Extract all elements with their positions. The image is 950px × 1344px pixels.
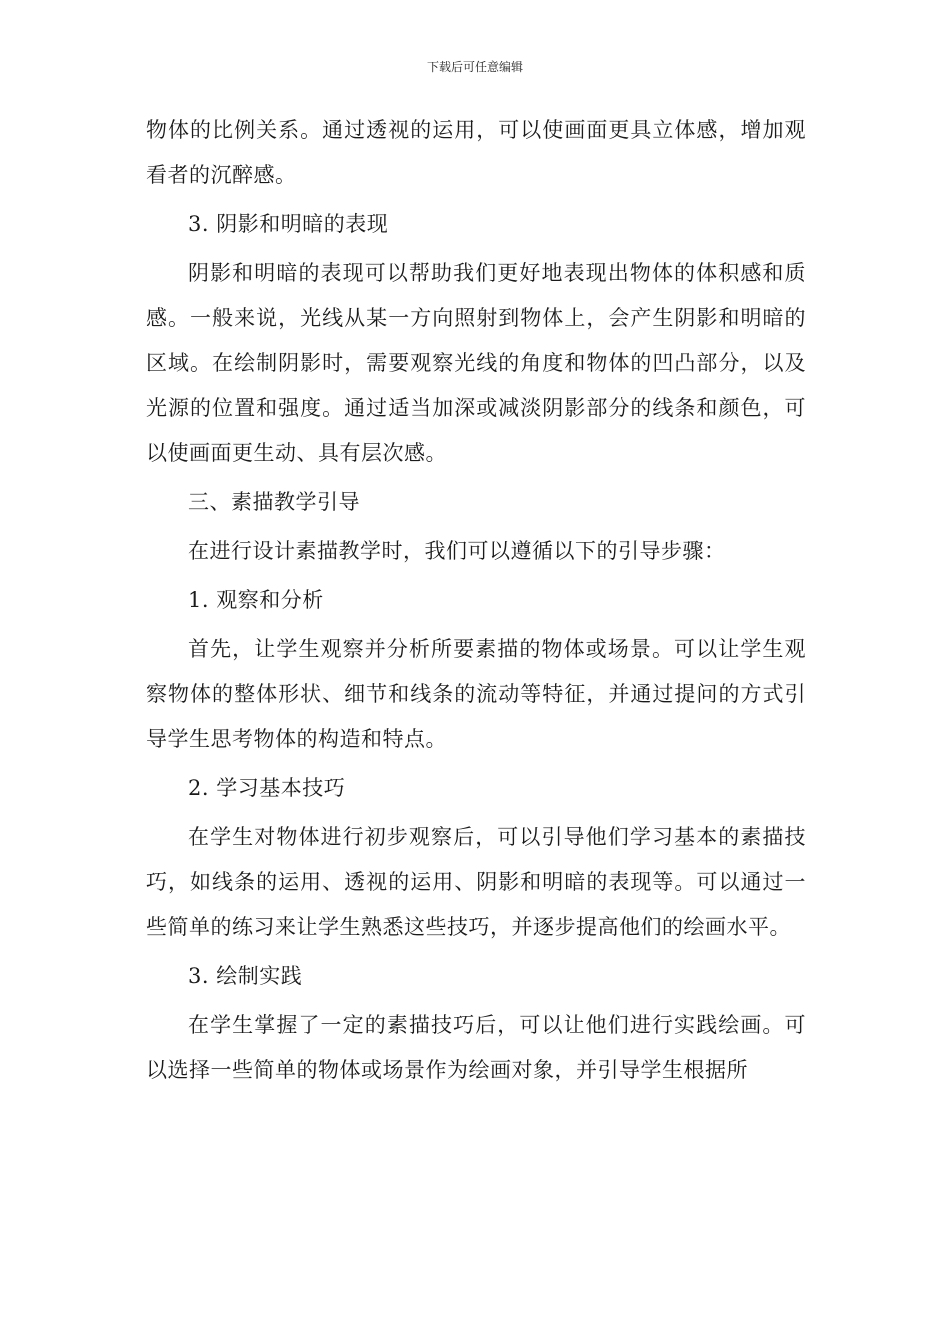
heading-basic-skills: 2. 学习基本技巧 bbox=[188, 776, 346, 800]
paragraph-perspective-cont: 物体的比例关系。通过透视的运用，可以使画面更具立体感，增加观看者的沉醉感。 bbox=[146, 118, 806, 187]
paragraph-drawing-practice: 在学生掌握了一定的素描技巧后，可以让他们进行实践绘画。可以选择一些简单的物体或场景作为绘画对象，并引导学生根据所 bbox=[146, 1013, 806, 1082]
document-body bbox=[146, 108, 806, 1093]
paragraph-observe-analyze: 首先，让学生观察并分析所要素描的物体或场景。可以让学生观察物体的整体形状、细节和线条的流动等特征，并通过提问的方式引导学生思考物体的构造和特点。 bbox=[146, 637, 806, 751]
heading-drawing-practice: 3. 绘制实践 bbox=[188, 964, 303, 988]
paragraph-basic-skills: 在学生对物体进行初步观察后，可以引导他们学习基本的素描技巧，如线条的运用、透视的运用、阴影和明暗的表现等。可以通过一些简单的练习来让学生熟悉这些技巧，并逐步提高他们的绘画水平。 bbox=[146, 825, 806, 939]
page-header: 下载后可任意编辑 bbox=[426, 60, 523, 74]
paragraph-shadow-light: 阴影和明暗的表现可以帮助我们更好地表现出物体的体积感和质感。一般来说，光线从某一方向照射到物体上，会产生阴影和明暗的区域。在绘制阴影时，需要观察光线的角度和物体的凹凸部分，以及光源的位置和强度。通过适当加深或减淡阴影部分的线条和颜色，可以使画面更生动、具有层次感。 bbox=[146, 261, 806, 465]
heading-observe-analyze: 1. 观察和分析 bbox=[188, 588, 324, 612]
heading-section-three: 三、素描教学引导 bbox=[188, 490, 360, 514]
paragraph-guide-intro: 在进行设计素描教学时，我们可以遵循以下的引导步骤： bbox=[188, 539, 726, 563]
heading-shadow-light: 3. 阴影和明暗的表现 bbox=[188, 212, 389, 236]
